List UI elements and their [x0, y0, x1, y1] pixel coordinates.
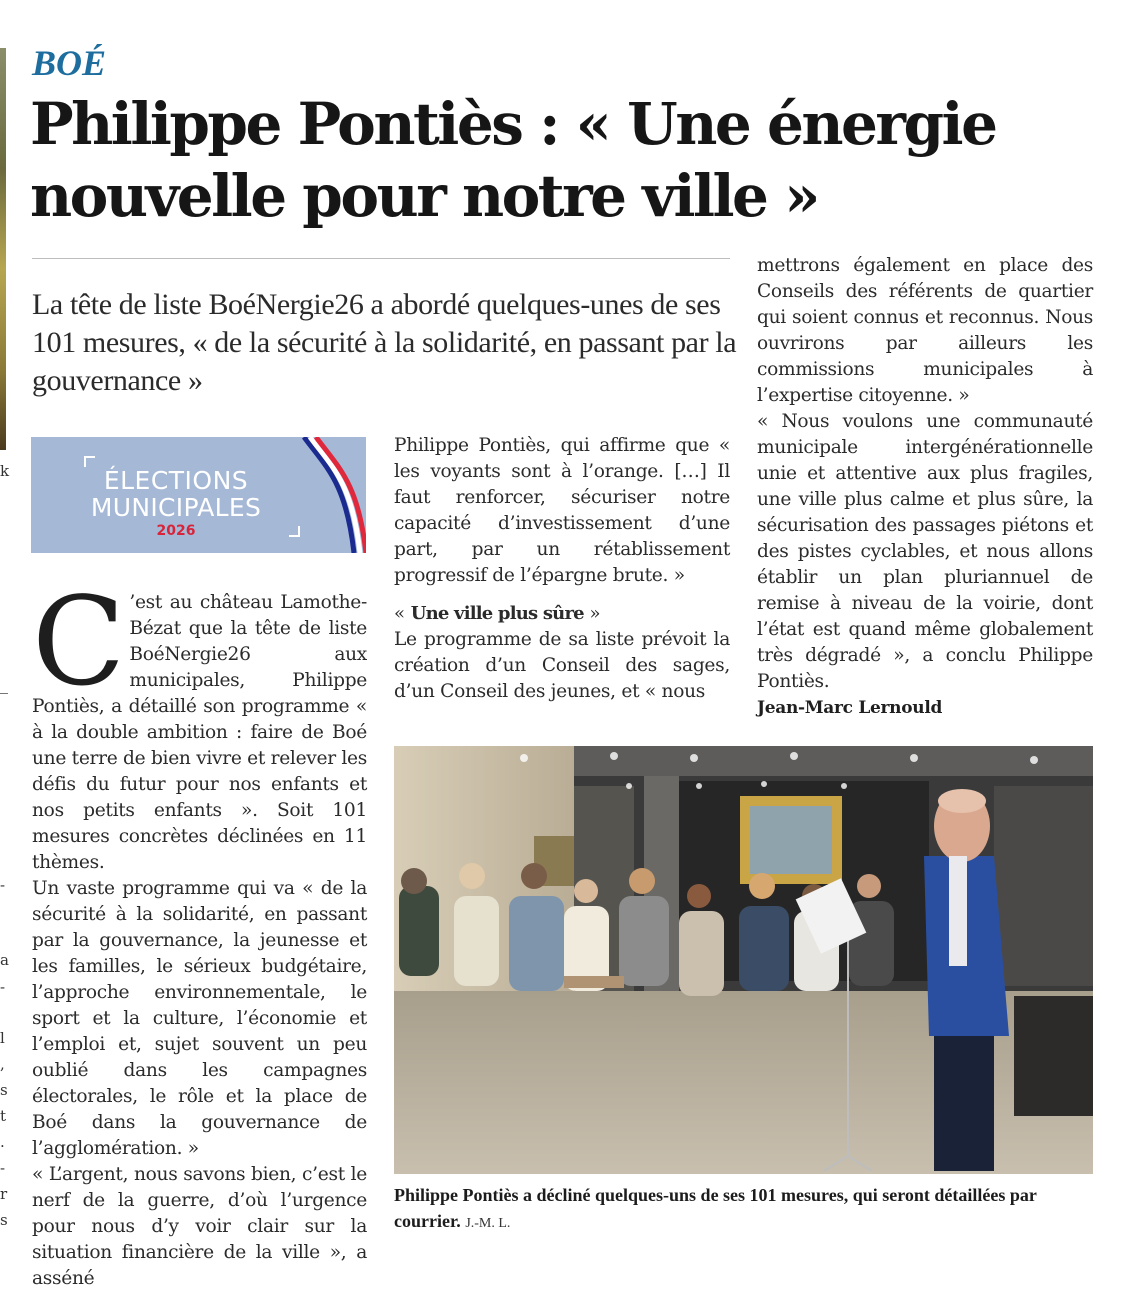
- paragraph: ’est au château Lamothe-Bézat que la tête de liste BoéNergie26 aux municipales, Philippe Pontiès, a détaillé son programme « à la double ambition : faire de Boé une terre de bien vivre et relever les défis du futur pour nos enfants et nos petits enfants ». Soit 101 mesures concrètes déclinées en 11 thèmes.: [32, 592, 367, 873]
- paragraph: « Nous voulons une communauté municipale intergénérationnelle unie et attentive aux plus fragiles, une ville plus calme et plus sûre, la sécurisation des passages piétons et des pistes cyclables, et nous allons établir un plan pluriannuel de remise à niveau de la voirie, dont l’état est quand même globalement très dégradé », a conclu Philippe Pontiès.: [757, 411, 1093, 692]
- adjacent-column-fragment: -: [0, 978, 6, 996]
- author-byline: Jean-Marc Lernould: [757, 698, 943, 718]
- paragraph: mettrons également en place des Conseils des référents de quartier qui soient connus et reconnus. Nous ouvrirons par ailleurs les commissions municipales à l’expertise citoyenne. »: [757, 255, 1093, 406]
- banner-title-line2: MUNICIPALES: [90, 493, 262, 522]
- paragraph: Philippe Pontiès, qui affirme que « les voyants sont à l’orange. […] Il faut renforcer, sécuriser notre capacité d’investissement d’une part, par un rétablissement progressif de l’épargne brute. »: [394, 435, 730, 586]
- headline-divider: [32, 258, 730, 259]
- subheading-text: Une ville plus sûre: [410, 603, 584, 624]
- adjacent-column-fragment: -: [0, 1159, 6, 1177]
- headline: Philippe Pontiès : « Une énergie nouvelle pour notre ville »: [30, 90, 996, 230]
- article-column-3: [757, 253, 1093, 721]
- banner-year: 2026: [156, 523, 196, 539]
- adjacent-column-fragment: k: [0, 462, 10, 480]
- adjacent-column-rule: [0, 693, 8, 694]
- adjacent-column-fragment: .: [0, 1133, 5, 1151]
- article-column-2: [394, 433, 730, 705]
- drop-cap: C: [32, 571, 126, 713]
- elections-banner: [31, 437, 366, 553]
- caption-text: Philippe Pontiès a décliné quelques-uns de ses 101 mesures, qui seront détaillées par courrier.: [394, 1185, 1037, 1231]
- tricolor-ribbon-icon: [296, 437, 366, 553]
- adjacent-column-fragment: t: [0, 1107, 7, 1125]
- adjacent-column-fragment: ,: [0, 1055, 5, 1073]
- subheading-quote-open: «: [394, 603, 411, 624]
- adjacent-column-fragment: l: [0, 1029, 5, 1047]
- subheading: [394, 601, 730, 627]
- adjacent-column-fragment: a: [0, 951, 9, 969]
- subheading-quote-close: »: [583, 603, 601, 624]
- paragraph: « L’argent, nous savons bien, c’est le nerf de la guerre, d’où l’urgence pour nous d’y voir clair sur la situation financière de la ville », a asséné: [32, 1164, 367, 1289]
- paragraph: Le programme de sa liste prévoit la création d’un Conseil des sages, d’un Conseil des jeunes, et « nous: [394, 629, 730, 702]
- paragraph: Un vaste programme qui va « de la sécurité à la solidarité, en passant par la gouvernance, la jeunesse et les familles, le sérieux budgétaire, l’approche environnementale, le sport et la culture, l’économie et l’emploi et, sujet souvent un peu oublié dans les campagnes électorales, le rôle et la place de Boé dans la gouvernance de l’agglomération. »: [32, 878, 367, 1159]
- banner-title-line1: ÉLECTIONS: [103, 466, 249, 495]
- standfirst: La tête de liste BoéNergie26 a abordé quelques-unes de ses 101 mesures, « de la sécurité à la solidarité, en passant par la gouvernance »: [32, 288, 737, 397]
- section-kicker: BOÉ: [32, 43, 107, 83]
- photo-caption: [394, 1182, 1094, 1237]
- adjacent-column-fragment: -: [0, 876, 6, 894]
- adjacent-column-fragment: s: [0, 1211, 8, 1229]
- adjacent-column-fragment: r: [0, 1185, 8, 1203]
- photo-credit: J.-M. L.: [465, 1216, 511, 1231]
- meeting-photo-illustration: [394, 746, 1093, 1174]
- adjacent-column-fragment: s: [0, 1081, 8, 1099]
- article-photo: [394, 746, 1093, 1174]
- adjacent-article-image-edge: [0, 48, 6, 450]
- article-column-1: [32, 571, 367, 1292]
